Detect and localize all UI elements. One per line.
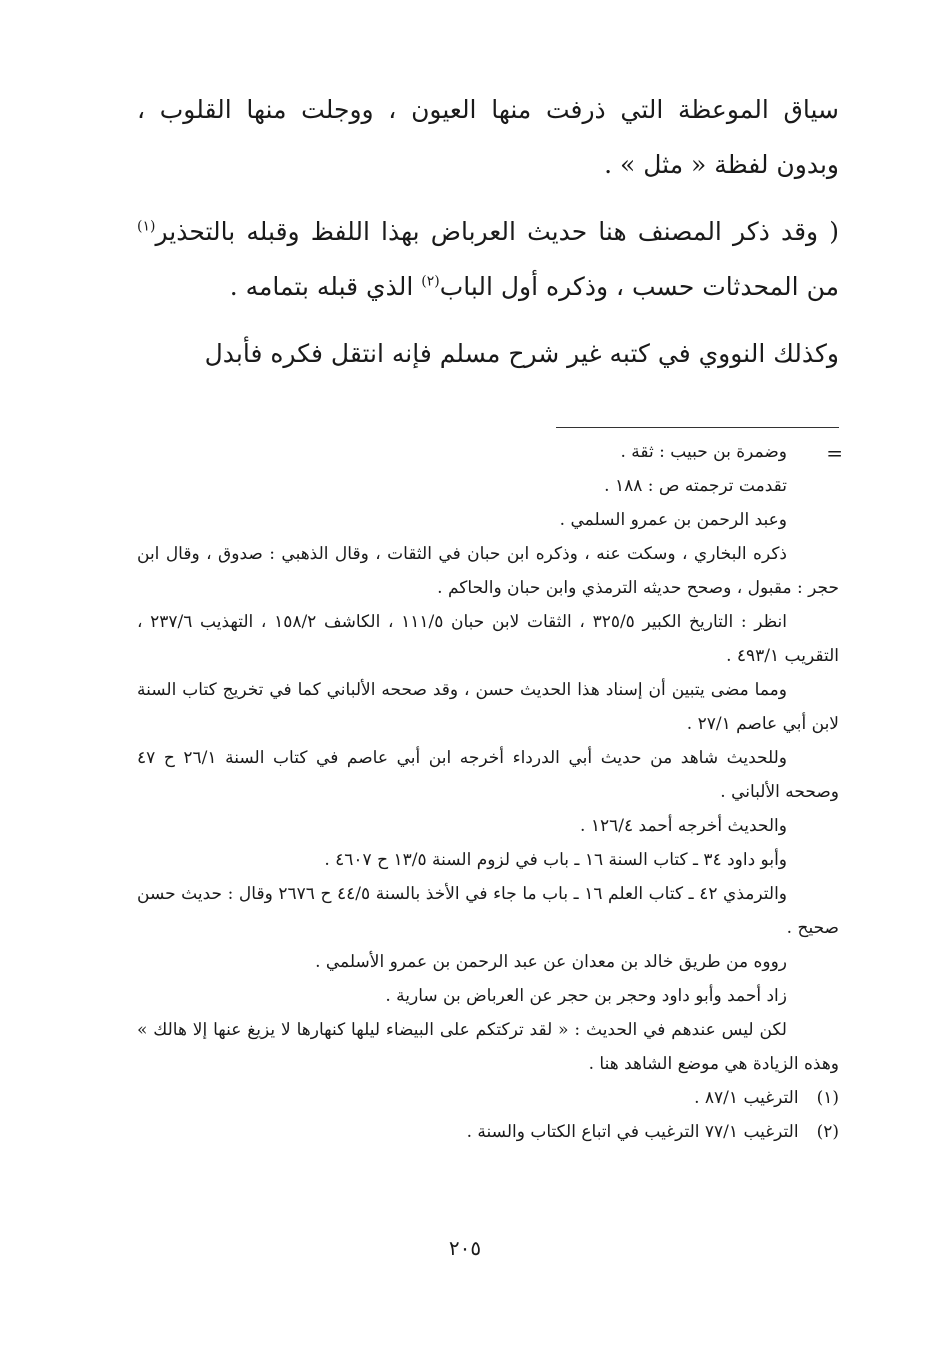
footnote-2 <box>137 1115 839 1149</box>
footnote-ref-2: (٢) <box>421 273 440 290</box>
main-paragraph-2-part-c: الذي قبله بتمامه . <box>229 272 422 301</box>
continuation-mark: = <box>826 441 843 465</box>
note-line: وضمرة بن حبيب : ثقة . <box>620 442 787 462</box>
note-line: وعبد الرحمن بن عمرو السلمي . <box>559 510 787 530</box>
main-paragraph-1: سياق الموعظة التي ذرفت منها العيون ، ووجلت منها القلوب ، وبدون لفظة « مثل » . <box>137 95 839 179</box>
main-paragraph-2-part-b: من المحدثات حسب ، وذكره أول الباب <box>439 272 839 301</box>
main-paragraph-3: وكذلك النووي في كتبه غير شرح مسلم فإنه انتقل فكره فأبدل <box>204 339 839 368</box>
main-paragraph-2 <box>137 204 839 314</box>
note-line: وأبو داود ٣٤ ـ كتاب السنة ١٦ ـ باب في لزوم السنة ١٣/٥ ح ٤٦٠٧ . <box>324 850 787 870</box>
footnotes-section <box>137 435 843 1149</box>
footnote-ref-1: (١) <box>137 218 156 235</box>
main-text <box>137 82 839 381</box>
note-line: تقدمت ترجمته ص : ١٨٨ . <box>604 476 787 496</box>
note-line: ذكره البخاري ، وسكت عنه ، وذكره ابن حبان في الثقات ، وقال الذهبي : صدوق ، وقال ابن حجر : مقبول ، وصحح حديثه الترمذي وابن حبان والحاكم . <box>137 544 839 598</box>
note-line: لكن ليس عندهم في الحديث : « لقد تركتكم على البيضاء ليلها كنهارها لا يزيغ عنها إلا هالك » وهذه الزيادة هي موضع الشاهد هنا . <box>137 1020 839 1074</box>
main-paragraph-2-part-a: ( وقد ذكر المصنف هنا حديث العرباض بهذا اللفظ وقبله بالتحذير <box>155 217 839 246</box>
footnote-1 <box>137 1081 839 1115</box>
footnote-divider <box>556 427 839 428</box>
note-line: والحديث أخرجه أحمد ١٢٦/٤ . <box>580 816 787 836</box>
note-line: والترمذي ٤٢ ـ كتاب العلم ١٦ ـ باب ما جاء في الأخذ بالسنة ٤٤/٥ ح ٢٦٧٦ وقال : حديث حسن صحيح . <box>137 884 839 938</box>
note-line: انظر : التاريخ الكبير ٣٢٥/٥ ، الثقات لابن حبان ١١١/٥ ، الكاشف ١٥٨/٢ ، التهذيب ٢٣٧/٦ ، التقريب ٤٩٣/١ . <box>137 612 839 666</box>
note-line: ومما مضى يتبين أن إسناد هذا الحديث حسن ، وقد صححه الألباني كما في تخريج كتاب السنة لابن أبي عاصم ٢٧/١ . <box>137 680 839 734</box>
footnote-1-text: الترغيب ٨٧/١ . <box>694 1088 799 1108</box>
note-line: رووه من طريق خالد بن معدان عن عبد الرحمن بن عمرو الأسلمي . <box>315 952 787 972</box>
footnote-1-number: (١) <box>816 1088 839 1108</box>
footnote-2-text: الترغيب ٧٧/١ الترغيب في اتباع الكتاب والسنة . <box>466 1122 799 1142</box>
page-number: ٢٠٥ <box>448 1236 482 1260</box>
note-line: زاد أحمد وأبو داود وحجر بن حجر عن العرباض بن سارية . <box>385 986 787 1006</box>
note-line: وللحديث شاهد من حديث أبي الدرداء أخرجه ابن أبي عاصم في كتاب السنة ٢٦/١ ح ٤٧ وصححه الألباني . <box>137 748 839 802</box>
footnote-2-number: (٢) <box>816 1122 839 1142</box>
